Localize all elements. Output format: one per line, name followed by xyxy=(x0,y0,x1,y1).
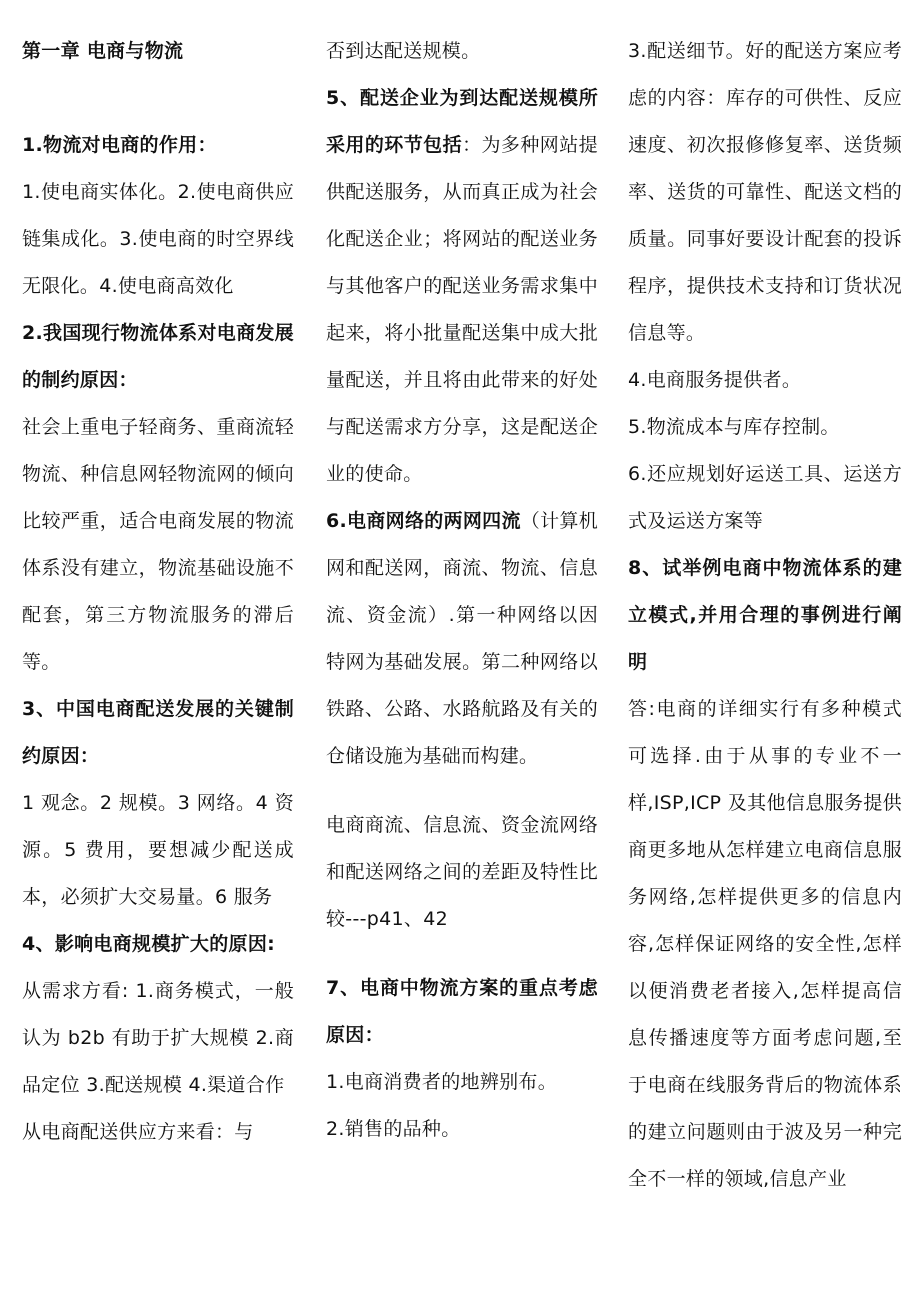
section-3-body: 1 观念。2 规模。3 网络。4 资源。5 费用，要想减少配送成本，必须扩大交易量。6 服务 xyxy=(22,792,294,908)
section-1-body: 1.使电商实体化。2.使电商供应链集成化。3.使电商的时空界线无限化。4.使电商高效化 xyxy=(22,181,294,297)
section-7-item-2: 2.销售的品种。 xyxy=(326,1118,461,1140)
chapter-title: 第一章 电商与物流 xyxy=(22,40,184,62)
column-left xyxy=(22,28,294,1156)
section-7-item-4: 4.电商服务提供者。 xyxy=(628,369,802,391)
section-6-heading: 6.电商网络的两网四流 xyxy=(326,510,521,532)
section-5-body: ：为多种网站提供配送服务，从而真正成为社会化配送企业；将网站的配送业务与其他客户的配送业务需求集中起来，将小批量配送集中成大批量配送，并且将由此带来的好处与配送需求方分享，这是配送企业的使命。 xyxy=(326,134,598,485)
section-6-body: （计算机网和配送网，商流、物流、信息流、资金流）.第一种网络以因特网为基础发展。第二种网络以铁路、公路、水路航路及有关的仓储设施为基础而构建。 xyxy=(326,510,598,767)
section-7-item-6: 6.还应规划好运送工具、运送方式及运送方案等 xyxy=(628,463,902,532)
section-2-body: 社会上重电子轻商务、重商流轻物流、种信息网轻物流网的倾向比较严重，适合电商发展的物流体系没有建立，物流基础设施不配套，第三方物流服务的滞后等。 xyxy=(22,416,294,673)
section-7-item-5: 5.物流成本与库存控制。 xyxy=(628,416,840,438)
section-1-heading: 1.物流对电商的作用： xyxy=(22,134,217,156)
section-4-heading: 4、影响电商规模扩大的原因: xyxy=(22,933,276,955)
continued-text: 否到达配送规模。 xyxy=(326,40,481,62)
section-7-item-1: 1.电商消费者的地辨别布。 xyxy=(326,1071,558,1093)
section-2-heading: 2.我国现行物流体系对电商发展的制约原因： xyxy=(22,322,294,391)
column-middle xyxy=(326,28,598,1153)
section-5-heading: 5、配送企业为到达配送规模所采用的环节包括 xyxy=(326,87,598,156)
section-4-body-supply: 从电商配送供应方来看：与 xyxy=(22,1121,254,1143)
column-right xyxy=(628,28,902,1203)
section-3-heading: 3、中国电商配送发展的关键制约原因： xyxy=(22,698,294,767)
section-7-item-3: 3.配送细节。好的配送方案应考虑的内容：库存的可供性、反应速度、初次报修修复率、送货频率、送货的可靠性、配送文档的质量。同事好要设计配套的投诉程序，提供技术支持和订货状况信息等。 xyxy=(628,40,902,344)
section-7-heading: 7、电商中物流方案的重点考虑原因： xyxy=(326,977,598,1046)
section-8-body: 答:电商的详细实行有多种模式可选择.由于从事的专业不一样,ISP,ICP 及其他信息服务提供商更多地从怎样建立电商信息服务网络,怎样提供更多的信息内容,怎样保证网络的安全性,怎样以便消费老者接入,怎样提高信息传播速度等方面考虑问题,至于电商在线服务背后的物流体系的建立问题则由于波及另一种完全不一样的领域,信息产业 xyxy=(628,698,902,1190)
section-4-body-demand: 从需求方看: 1.商务模式，一般认为 b2b 有助于扩大规模 2.商品定位 3.配送规模 4.渠道合作 xyxy=(22,980,294,1096)
section-8-heading: 8、试举例电商中物流体系的建立模式,并用合理的事例进行阐明 xyxy=(628,557,902,673)
comparison-note: 电商商流、信息流、资金流网络和配送网络之间的差距及特性比较---p41、42 xyxy=(326,814,598,930)
